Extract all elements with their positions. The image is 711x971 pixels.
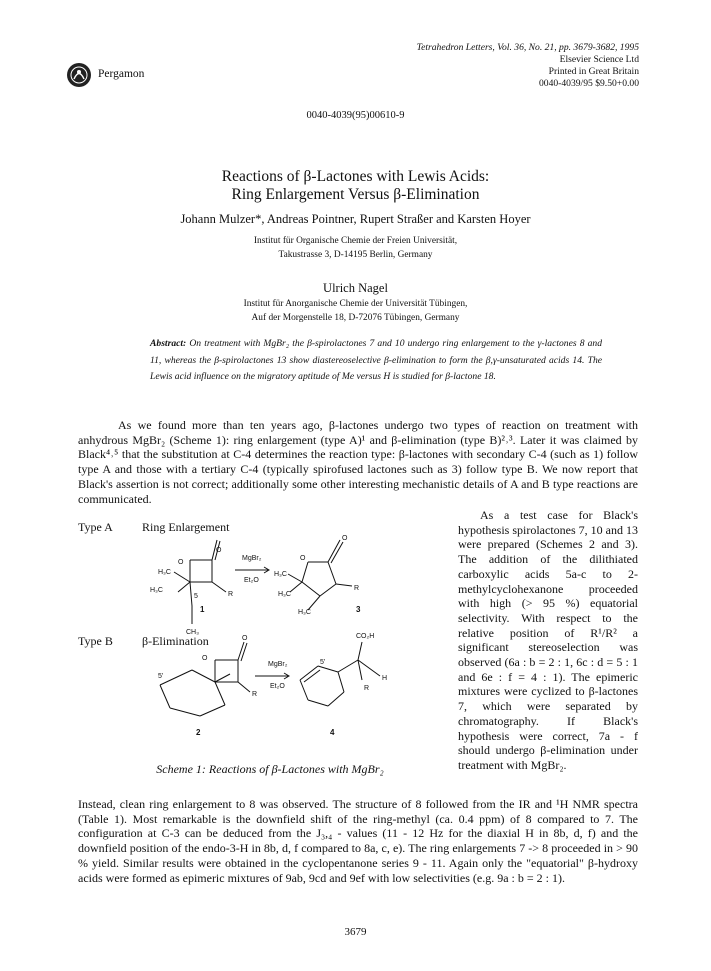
publisher-name: Pergamon <box>98 68 145 80</box>
svg-text:5: 5 <box>194 593 198 600</box>
svg-text:5': 5' <box>320 659 326 666</box>
type-b-name: β-Elimination <box>142 634 209 648</box>
pergamon-logo-icon <box>66 62 92 88</box>
second-author: Ulrich Nagel <box>323 281 388 295</box>
scheme-1-caption: Scheme 1: Reactions of β-Lactones with MgBr₂ <box>156 762 384 776</box>
right-column-text: As a test case for Black's hypothesis spirolactones 7, 10 and 13 were prepared (Schemes 2 and 3). The addition of the dilithiated carboxylic acids 5a-c to 2-methylcyclohexanone proceeded with high (> 95 %) equatorial selectivity. With respect to the relative position of R¹/R² a significant stereoselection was observed (6a : b = 2 : 1, 6c : d = 5 : 1 and 6e : f = 4 : 1). The epimeric mixtures were cyclized to β-lactones 7, which were separated by chromatography. If Black's hypothesis were correct, 7a - f should undergo β-elimination under treatment with MgBr₂. <box>458 508 638 772</box>
type-b-label: Type B <box>78 634 113 648</box>
journal-printed-line: Printed in Great Britain <box>548 66 639 77</box>
svg-text:H₃C: H₃C <box>158 569 171 576</box>
affiliation-1 <box>0 234 711 262</box>
svg-text:CO₂H: CO₂H <box>356 633 375 640</box>
svg-text:R: R <box>354 585 360 592</box>
page-number: 3679 <box>344 926 367 938</box>
compound-2-label: 2 <box>196 728 201 737</box>
body-paragraph-1: As we found more than ten years ago, β-lactones undergo two types of reaction on treatment with anhydrous MgBr₂ (Scheme 1): ring enlargement (type A)¹ and β-elimination (type B)²˒³. Later it was claimed by Black⁴˒⁵ that the substitution at C-4 determines the reaction type: β-lactones with secondary C-4 (such as 1) follow type A and those with a tertiary C-4 (typically spirofused lactones such as 3) follow type B. We now report that Black's assertion is not correct; additionally some other interesting mechanistic details of A and B type reactions are communicated. <box>78 418 638 506</box>
svg-text:5': 5' <box>158 673 164 680</box>
body-paragraph-2: Instead, clean ring enlargement to 8 was observed. The structure of 8 followed from the IR and ¹H NMR spectra (Table 1). Most remarkable is the downfield shift of the ring-methyl (ca. 0.4 ppm) of 8 compared to 7. The configuration at C-3 can be deduced from the J₃,₄ - values (11 - 12 Hz for the diaxial H in 8b, d, f) and the downfield position of the endo-3-H in 8b, d, f compared to 8a, c, e). The ring enlargements 7 -> 8 proceeded in > 90 % yield. Similar results were obtained in the cyclopentanone series 9 - 11. Again only the "equatorial" β-hydroxy acids were formed as epimeric mixtures of 9ab, 9cd and 9ef with low selectivities (e.g. 9a : b = 2 : 1). <box>78 797 638 885</box>
abstract-text: On treatment with MgBr₂ the β-spirolactones 7 and 10 undergo ring enlargement to the γ-lactones 8 and 11, whereas the β-spirolactones 13 show diastereoselective β-elimination to form the β,γ-unsaturated acids 14. The Lewis acid influence on the migratory aptitude of Me versus H is studied for β-lactone 18. <box>150 338 602 383</box>
svg-text:H₃C: H₃C <box>150 587 163 594</box>
abstract-label: Abstract: <box>150 338 187 349</box>
type-a-name: Ring Enlargement <box>142 520 230 534</box>
svg-text:H₃C: H₃C <box>278 591 291 598</box>
article-title <box>0 168 711 204</box>
svg-text:Et₂O: Et₂O <box>244 577 259 584</box>
scheme-1-structures <box>130 530 440 760</box>
svg-text:R: R <box>252 691 258 698</box>
svg-text:MgBr₂: MgBr₂ <box>242 555 262 562</box>
compound-1-label: 1 <box>200 605 205 614</box>
svg-text:Et₂O: Et₂O <box>270 683 285 690</box>
type-a-label: Type A <box>78 520 113 534</box>
svg-text:O: O <box>242 635 248 642</box>
svg-text:O: O <box>342 535 348 542</box>
journal-info <box>417 42 639 90</box>
svg-text:H: H <box>382 675 388 682</box>
affiliation-2 <box>0 297 711 325</box>
svg-text:R: R <box>228 591 234 598</box>
journal-citation: Tetrahedron Letters, Vol. 36, No. 21, pp. 3679-3682, 1995 <box>416 42 639 53</box>
svg-text:O: O <box>178 559 184 566</box>
svg-text:H₃C: H₃C <box>274 571 287 578</box>
svg-text:H₃C: H₃C <box>298 609 311 616</box>
right-column-paragraph <box>458 508 638 773</box>
journal-publisher-line: Elsevier Science Ltd <box>559 54 639 65</box>
compound-4-label: 4 <box>330 728 335 737</box>
doi-line: 0040-4039(95)00610-9 <box>306 110 405 121</box>
journal-issn-line: 0040-4039/95 $9.50+0.00 <box>538 78 639 89</box>
title-line-1: Reactions of β-Lactones with Lewis Acids: <box>221 168 490 185</box>
compound-3-label: 3 <box>356 605 361 614</box>
title-line-2: Ring Enlargement Versus β-Elimination <box>231 186 480 203</box>
svg-text:R: R <box>364 685 370 692</box>
svg-text:CH₃: CH₃ <box>186 629 199 636</box>
affiliation-1-line-1: Institut für Organische Chemie der Freien Universität, <box>253 236 458 246</box>
affiliation-1-line-2: Takustrasse 3, D-14195 Berlin, Germany <box>278 250 433 260</box>
svg-text:O: O <box>202 655 208 662</box>
author-list: Johann Mulzer*, Andreas Pointner, Rupert Straßer and Karsten Hoyer <box>180 212 531 226</box>
svg-text:O: O <box>216 547 222 554</box>
svg-text:O: O <box>300 555 306 562</box>
affiliation-2-line-2: Auf der Morgenstelle 18, D-72076 Tübingen, Germany <box>251 313 460 323</box>
svg-text:MgBr₂: MgBr₂ <box>268 661 288 668</box>
abstract <box>150 336 602 386</box>
affiliation-2-line-1: Institut für Anorganische Chemie der Universität Tübingen, <box>243 299 468 309</box>
